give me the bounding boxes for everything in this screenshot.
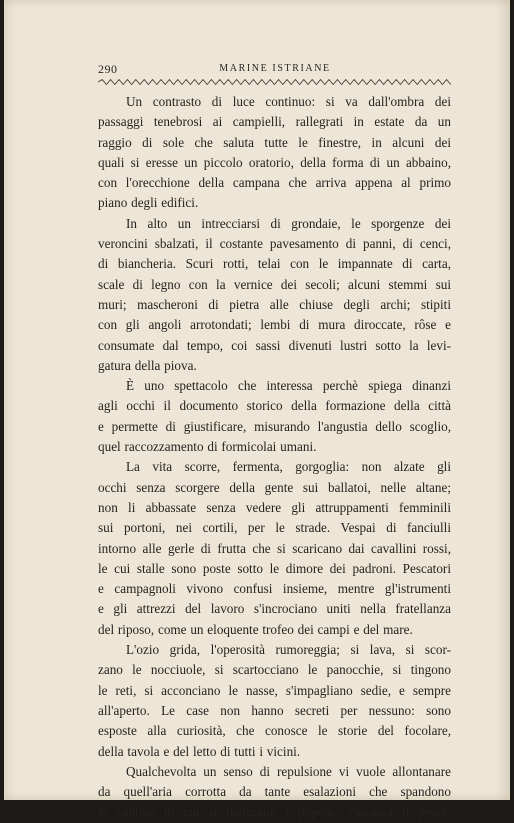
text-line: muri; mascheroni di pietra alle chiuse degli archi; stipiti (98, 296, 451, 312)
text-line: e permette di giustificare, misurando l'angustia dello scoglio, (98, 418, 451, 434)
text-line: quel raccozzamento di formicolai umani. (98, 439, 317, 455)
text-line: le reti, si acconciano le nasse, s'impagliano sedie, e sempre (98, 682, 451, 698)
text-line: In alto un intrecciarsi di grondaie, le sporgenze dei (126, 215, 451, 231)
text-line: È uno spettacolo che interessa perchè spiega dinanzi (126, 378, 451, 394)
text-line: sui portoni, nei cortili, per le strade. Vespai di fanciulli (98, 520, 451, 536)
text-line: passaggi tenebrosi ai campielli, rallegrati in estate da un (98, 114, 451, 130)
body-text (98, 92, 451, 823)
text-line: Un contrasto di luce continuo: si va dall'ombra dei (126, 94, 451, 109)
text-line: agli occhi il documento storico della formazione della città (98, 398, 451, 414)
paragraph (98, 640, 451, 762)
text-line: La vita scorre, fermenta, gorgoglia: non alzate gli (126, 459, 451, 475)
book-page (4, 0, 510, 820)
page-number: 290 (98, 62, 118, 76)
text-line: consumate dal tempo, coi sassi divenuti lustri sotto la levi- (98, 337, 451, 353)
text-line: le cantine in cui si maturano i poponi, s'incassa il pesce, (98, 804, 451, 820)
text-line: all'aperto. Le case non hanno secreti per nessuno: sono (98, 702, 451, 718)
text-line: Qualchevolta un senso di repulsione vi vuole allontanare (126, 763, 451, 779)
text-line: scale di legno con la vernice dei secoli; alcuni stemmi sui (98, 276, 451, 292)
paragraph (98, 762, 451, 823)
text-line: zano le nocciuole, si scartocciano le panocchie, si tingono (98, 662, 451, 678)
header-ornament-rule (98, 78, 452, 86)
text-line: non li abbassate senza vedere gli attruppamenti femminili (98, 499, 451, 515)
text-line: con l'orecchione della campana che arriva appena al primo (98, 175, 451, 191)
text-line: e gli attrezzi del lavoro s'incrociano uniti nella fratellanza (98, 601, 451, 617)
text-line: le cui stalle sono poste sotto le dimore dei padroni. Pescatori (98, 560, 451, 576)
text-line: esposte alla curiosità, che conosce le storie del focolare, (98, 723, 451, 739)
text-line: e campagnoli vivono confusi insieme, mentre gl'istrumenti (98, 581, 451, 597)
text-line: piano degli edifici. (98, 195, 199, 211)
text-line: L'ozio grida, l'operosità rumoreggia; si lava, si scor- (126, 642, 451, 658)
text-line: del riposo, come un eloquente trofeo dei campi e del mare. (98, 621, 413, 637)
paragraph (98, 457, 451, 640)
text-line: con gli angoli arrotondati; lembi di mura diroccate, rôse e (98, 317, 451, 333)
text-line: quali si eresse un piccolo oratorio, della forma di un abbaino, (98, 154, 451, 170)
paragraph (98, 214, 451, 376)
text-line: occhi senza scorgere della gente sui ballatoi, nelle altane; (98, 479, 451, 495)
text-line: gatura della piova. (98, 357, 197, 373)
text-line: raggio di sole che saluta tutte le finestre, in alcuni dei (98, 134, 451, 150)
text-line: intorno alle gerle di frutta che si scaricano dai cavallini rossi, (98, 540, 451, 556)
text-line: da quell'aria corrotta da tante esalazioni che spandono (98, 784, 451, 800)
running-title: MARINE ISTRIANE (219, 63, 331, 74)
paragraph (98, 376, 451, 457)
text-line: di biancheria. Scuri rotti, telai con le impannate di carta, (98, 256, 451, 272)
text-line: veroncini sbalzati, il costante pavesamento di panni, di cenci, (98, 236, 451, 252)
paragraph (98, 92, 451, 214)
text-line: della tavola e del letto di tutti i vicini. (98, 743, 301, 759)
running-header (98, 62, 452, 78)
